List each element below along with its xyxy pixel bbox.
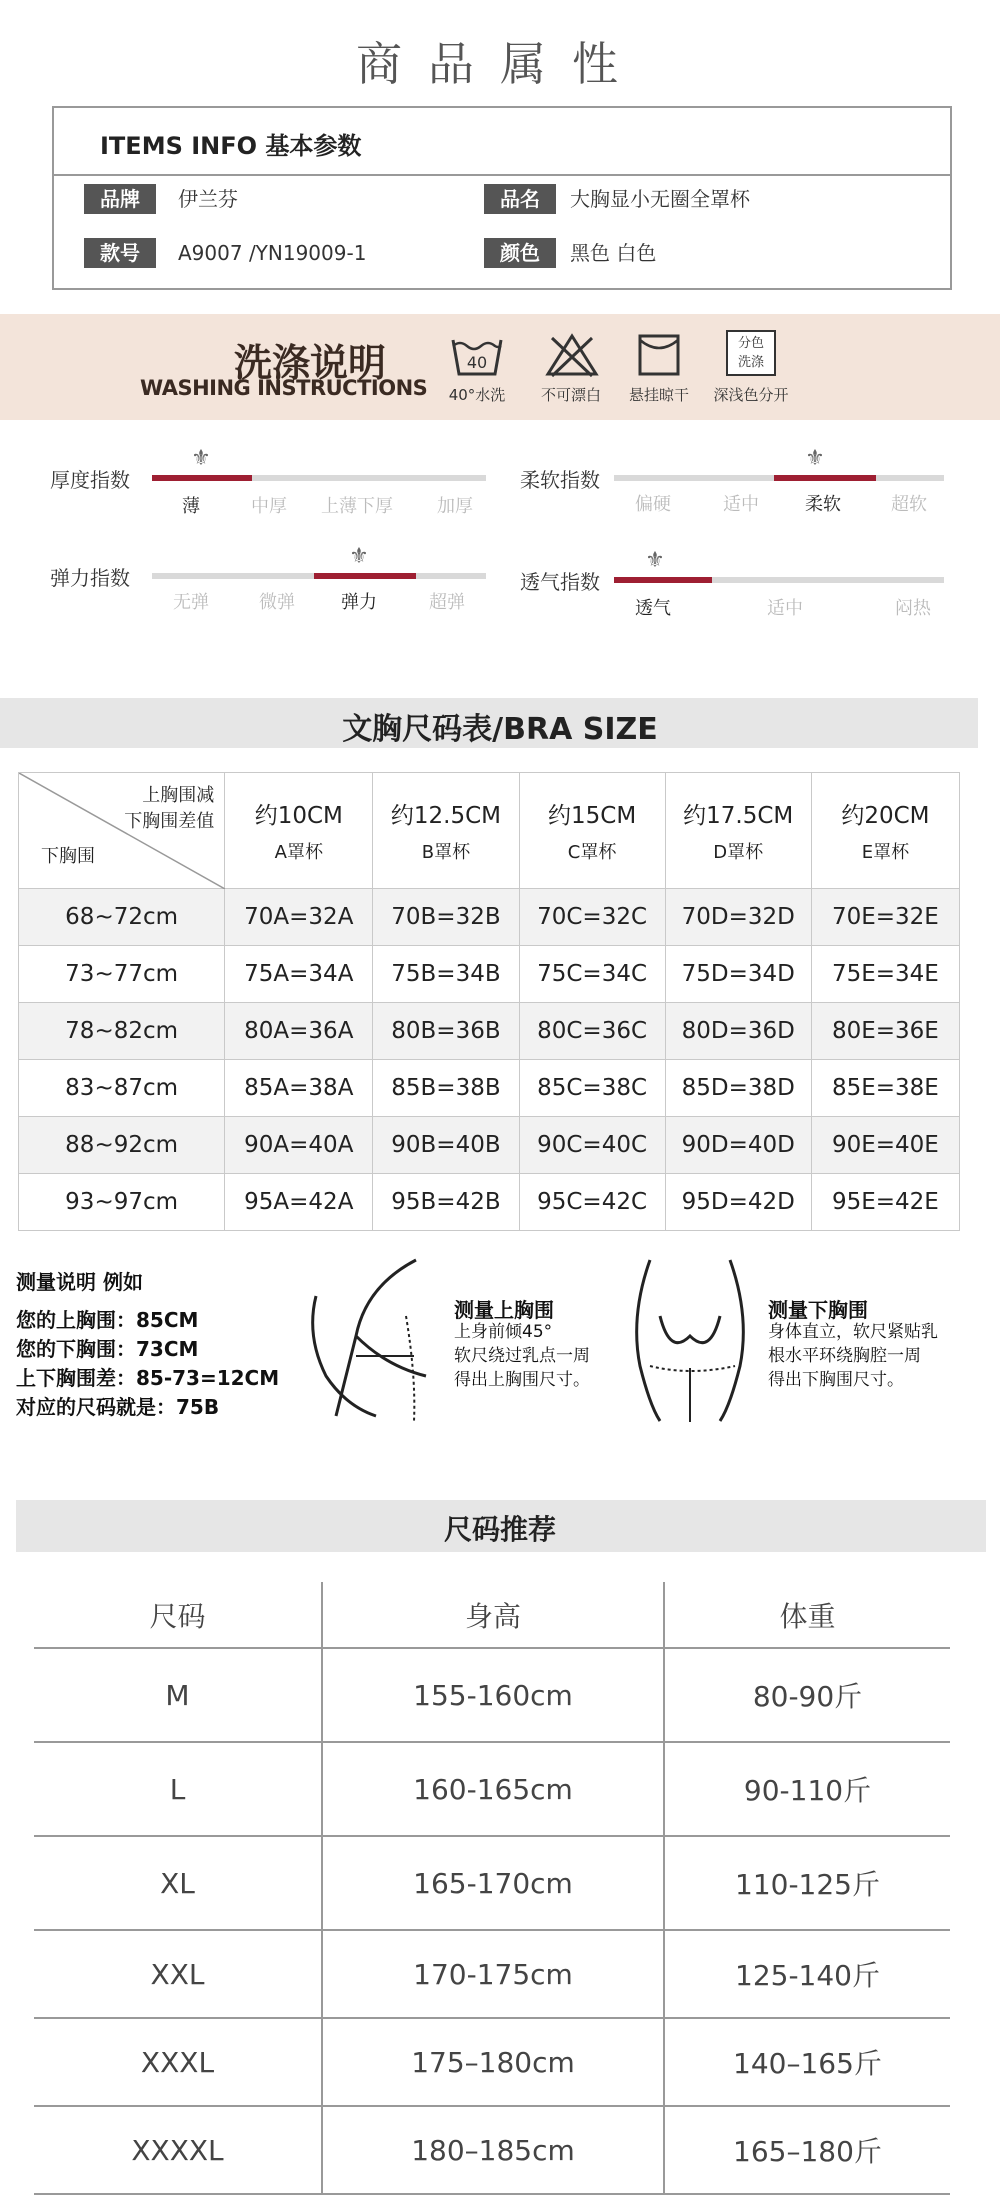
size-header-cell: 尺码 xyxy=(34,1582,322,1648)
size-cell: XXL xyxy=(34,1930,322,2018)
washing-title-cn: 洗涤说明 xyxy=(234,340,387,385)
softness-option: 超软 xyxy=(891,494,927,515)
cup-diff: 约17.5CM xyxy=(683,803,794,829)
softness-option: 柔软 xyxy=(805,494,841,515)
brand-tag: 品牌 xyxy=(84,184,156,214)
hang-dry-label: 悬挂晾干 xyxy=(628,386,689,404)
band-cell: 93~97cm xyxy=(19,1174,225,1231)
size-cell: 85B=38B xyxy=(373,1060,519,1117)
size-cell: XXXL xyxy=(34,2018,322,2106)
size-cell: 90B=40B xyxy=(373,1117,519,1174)
table-row xyxy=(34,1836,950,1930)
size-cell: 80A=36A xyxy=(225,1003,373,1060)
size-recommend-title: 尺码推荐 xyxy=(443,1513,556,1546)
thickness-index-label: 厚度指数 xyxy=(50,468,130,492)
cup-column-header xyxy=(519,773,665,889)
thickness-option: 加厚 xyxy=(437,496,473,517)
cup-diff: 约15CM xyxy=(548,803,637,829)
breathability-index-label: 透气指数 xyxy=(520,570,600,594)
size-cell: 95A=42A xyxy=(225,1174,373,1231)
separate-colors-label: 深浅色分开 xyxy=(713,386,789,404)
thickness-option: 薄 xyxy=(182,496,200,517)
corner-top-label-a: 上胸围减 xyxy=(142,785,215,806)
cup-column-header xyxy=(811,773,959,889)
cup-name: A罩杯 xyxy=(274,842,323,863)
size-cell: 95C=42C xyxy=(519,1174,665,1231)
table-row xyxy=(34,1648,950,1742)
size-cell: 80E=36E xyxy=(811,1003,959,1060)
elasticity-option: 无弹 xyxy=(173,592,209,613)
breathability-fill xyxy=(614,577,712,583)
bra-size-title: 文胸尺码表/BRA SIZE xyxy=(342,712,658,747)
upper-bust-line: 软尺绕过乳点一周 xyxy=(454,1346,590,1366)
size-cell: 90A=40A xyxy=(225,1117,373,1174)
size-header-cell: 体重 xyxy=(664,1582,950,1648)
band-cell: 73~77cm xyxy=(19,946,225,1003)
softness-option: 偏硬 xyxy=(635,494,671,515)
cup-name: D罩杯 xyxy=(713,842,764,863)
softness-marker-icon: ⚜ xyxy=(805,446,825,471)
weight-cell: 165–180斤 xyxy=(664,2106,950,2194)
bra-corner-cell xyxy=(19,773,225,889)
measure-line: 您的上胸围：85CM xyxy=(16,1308,199,1332)
lower-bust-heading: 测量下胸围 xyxy=(768,1298,868,1322)
wash-40-label: 40°水洗 xyxy=(448,386,506,404)
weight-cell: 125-140斤 xyxy=(664,1930,950,2018)
thickness-option: 上薄下厚 xyxy=(321,496,393,517)
band-cell: 78~82cm xyxy=(19,1003,225,1060)
height-cell: 155-160cm xyxy=(322,1648,664,1742)
elasticity-option: 微弹 xyxy=(259,592,295,613)
breathability-option: 适中 xyxy=(767,598,803,619)
cup-column-header xyxy=(665,773,811,889)
table-row xyxy=(19,1117,960,1174)
measure-line: 对应的尺码就是：75B xyxy=(16,1395,220,1419)
table-row xyxy=(19,1174,960,1231)
size-cell: 70D=32D xyxy=(665,889,811,946)
size-recommend-table xyxy=(34,1582,950,2195)
size-header-row xyxy=(34,1582,950,1648)
breathability-marker-icon: ⚜ xyxy=(645,548,665,573)
lower-bust-line: 根水平环绕胸腔一周 xyxy=(768,1346,921,1366)
measure-line: 您的下胸围：73CM xyxy=(16,1337,199,1361)
upper-bust-heading: 测量上胸围 xyxy=(454,1298,554,1322)
corner-bottom-label: 下胸围 xyxy=(41,846,95,867)
size-cell: 75A=34A xyxy=(225,946,373,1003)
size-cell: 95E=42E xyxy=(811,1174,959,1231)
cup-name: E罩杯 xyxy=(861,842,910,863)
elasticity-marker-icon: ⚜ xyxy=(349,544,369,569)
lower-bust-line: 得出下胸围尺寸。 xyxy=(768,1370,904,1390)
band-cell: 83~87cm xyxy=(19,1060,225,1117)
table-row xyxy=(19,946,960,1003)
items-info-box xyxy=(52,106,952,290)
color-value: 黑色 白色 xyxy=(570,241,657,265)
no-bleach-label: 不可漂白 xyxy=(540,386,601,404)
table-row xyxy=(19,1060,960,1117)
size-cell: XL xyxy=(34,1836,322,1930)
thickness-option: 中厚 xyxy=(251,496,287,517)
size-cell: 85C=38C xyxy=(519,1060,665,1117)
wash-40-icon-text: 40 xyxy=(466,353,488,372)
table-row xyxy=(34,1742,950,1836)
size-cell: 75B=34B xyxy=(373,946,519,1003)
softness-fill xyxy=(774,475,876,481)
cup-diff: 约10CM xyxy=(254,803,343,829)
weight-cell: 90-110斤 xyxy=(664,1742,950,1836)
size-cell: 70E=32E xyxy=(811,889,959,946)
lower-bust-illustration xyxy=(620,1256,760,1430)
weight-cell: 80-90斤 xyxy=(664,1648,950,1742)
breathability-option: 闷热 xyxy=(895,598,931,619)
size-cell: 85D=38D xyxy=(665,1060,811,1117)
size-cell: 95D=42D xyxy=(665,1174,811,1231)
size-cell: 85A=38A xyxy=(225,1060,373,1117)
size-cell: 85E=38E xyxy=(811,1060,959,1117)
height-cell: 165-170cm xyxy=(322,1836,664,1930)
size-cell: XXXXL xyxy=(34,2106,322,2194)
size-cell: M xyxy=(34,1648,322,1742)
table-row xyxy=(19,889,960,946)
breathability-option: 透气 xyxy=(635,598,671,619)
table-row xyxy=(34,2106,950,2194)
size-cell: 70C=32C xyxy=(519,889,665,946)
table-row xyxy=(34,1930,950,2018)
size-cell: 90E=40E xyxy=(811,1117,959,1174)
corner-top-label xyxy=(124,783,214,835)
size-cell: 75C=34C xyxy=(519,946,665,1003)
size-cell: 90C=40C xyxy=(519,1117,665,1174)
softness-option: 适中 xyxy=(723,494,759,515)
separate-colors-icon-text-b: 洗涤 xyxy=(737,355,764,370)
bra-size-table xyxy=(18,772,960,1231)
size-cell: 70A=32A xyxy=(225,889,373,946)
washing-title-en: WASHING INSTRUCTIONS xyxy=(140,376,428,400)
upper-bust-line: 上身前倾45° xyxy=(454,1322,553,1342)
bra-header-row xyxy=(19,773,960,889)
softness-index-label: 柔软指数 xyxy=(520,468,600,492)
thickness-fill xyxy=(152,475,252,481)
weight-cell: 140–165斤 xyxy=(664,2018,950,2106)
cup-name: B罩杯 xyxy=(421,842,471,863)
color-tag: 颜色 xyxy=(484,238,556,268)
cup-diff: 约20CM xyxy=(841,803,930,829)
no-bleach-icon xyxy=(544,332,600,382)
band-cell: 88~92cm xyxy=(19,1117,225,1174)
cup-name: C罩杯 xyxy=(567,842,617,863)
elasticity-option: 超弹 xyxy=(429,592,465,613)
info-divider xyxy=(54,174,950,176)
lower-bust-line: 身体直立，软尺紧贴乳 xyxy=(768,1322,938,1342)
name-tag: 品名 xyxy=(484,184,556,214)
elasticity-fill xyxy=(314,573,416,579)
height-cell: 175–180cm xyxy=(322,2018,664,2106)
hang-dry-icon xyxy=(636,332,682,382)
size-header-cell: 身高 xyxy=(322,1582,664,1648)
height-cell: 180–185cm xyxy=(322,2106,664,2194)
size-cell: 95B=42B xyxy=(373,1174,519,1231)
height-cell: 160-165cm xyxy=(322,1742,664,1836)
band-cell: 68~72cm xyxy=(19,889,225,946)
cup-diff: 约12.5CM xyxy=(390,803,501,829)
size-cell: 70B=32B xyxy=(373,889,519,946)
table-row xyxy=(19,1003,960,1060)
upper-bust-illustration xyxy=(296,1256,446,1430)
name-value: 大胸显小无圈全罩杯 xyxy=(570,187,750,211)
page-title: 商品属性 xyxy=(356,37,644,91)
size-cell: 80B=36B xyxy=(373,1003,519,1060)
measure-line: 上下胸围差：85-73=12CM xyxy=(16,1366,280,1390)
elasticity-index-label: 弹力指数 xyxy=(50,566,130,590)
separate-colors-icon-text-a: 分色 xyxy=(737,336,764,351)
upper-bust-line: 得出上胸围尺寸。 xyxy=(454,1370,590,1390)
table-row xyxy=(34,2018,950,2106)
items-info-heading: ITEMS INFO 基本参数 xyxy=(100,132,362,160)
separate-colors-icon xyxy=(726,330,776,376)
model-value: A9007 /YN19009-1 xyxy=(178,241,367,265)
cup-column-header xyxy=(373,773,519,889)
size-cell: L xyxy=(34,1742,322,1836)
washing-instructions-band xyxy=(0,314,1000,420)
size-cell: 75E=34E xyxy=(811,946,959,1003)
thickness-marker-icon: ⚜ xyxy=(191,446,211,471)
size-cell: 75D=34D xyxy=(665,946,811,1003)
corner-top-label-b: 下胸围差值 xyxy=(124,811,215,832)
wash-40-icon xyxy=(450,332,504,382)
weight-cell: 110-125斤 xyxy=(664,1836,950,1930)
size-cell: 90D=40D xyxy=(665,1117,811,1174)
size-cell: 80C=36C xyxy=(519,1003,665,1060)
brand-value: 伊兰芬 xyxy=(178,187,238,211)
measure-heading: 测量说明 例如 xyxy=(16,1270,143,1294)
height-cell: 170-175cm xyxy=(322,1930,664,2018)
cup-column-header xyxy=(225,773,373,889)
model-tag: 款号 xyxy=(84,238,156,268)
elasticity-option: 弹力 xyxy=(341,592,377,613)
size-cell: 80D=36D xyxy=(665,1003,811,1060)
